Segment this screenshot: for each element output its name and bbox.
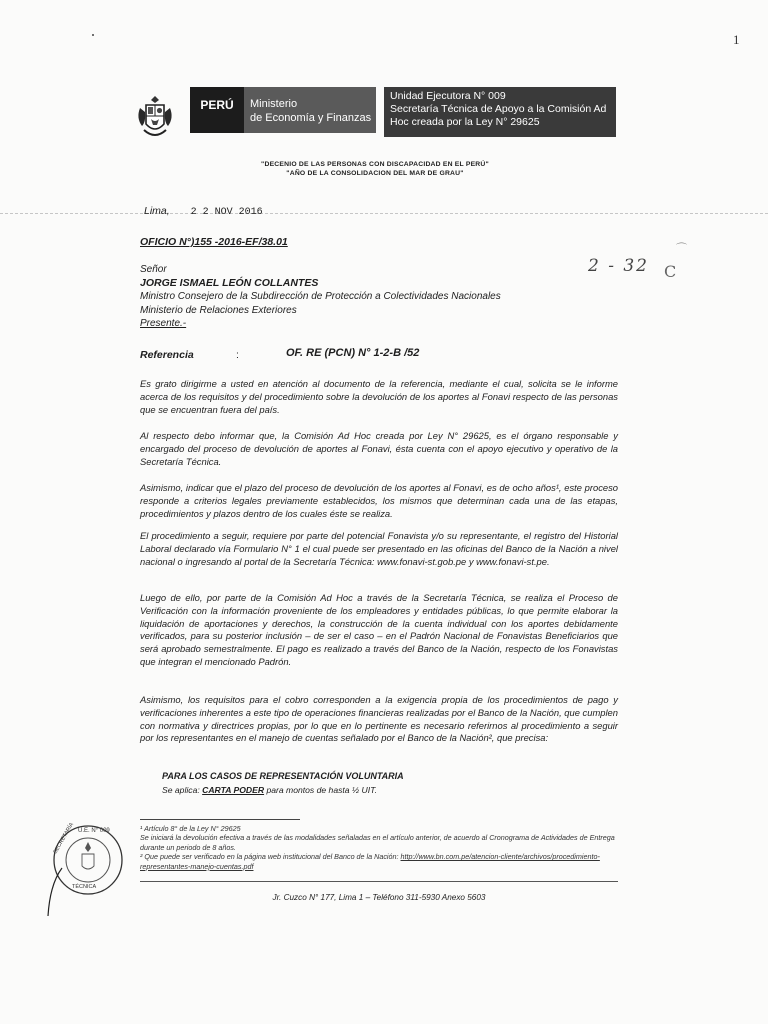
body-paragraph: Asimismo, los requisitos para el cobro corresponden a la exigencia propia de los procedimientos de pago y verificaciones inherentes a este tipo de operaciones financieras realizadas por el Banco de la Nación, que cumplen con normativa y directrices propias, por lo que en lo pertinente es necesario referirnos al procedimiento a seguir por los representantes en el manejo de cuentas señalado por el Banco de la Nación², que precisa:: [140, 694, 618, 744]
representation-rule: [162, 785, 377, 795]
reference-value: OF. RE (PCN) N° 1-2-B /52: [286, 347, 420, 359]
year-slogans: [150, 160, 600, 178]
handwritten-tick: ⌒: [676, 242, 687, 255]
ministry-label: [244, 87, 376, 133]
date-stamp: 2 2 NOV 2016: [190, 207, 263, 218]
rule-prefix: Se aplica:: [162, 785, 203, 795]
handwritten-note: 2 - 32: [588, 256, 649, 276]
handwritten-mark: C: [664, 262, 677, 281]
addressee-institution: Ministerio de Relaciones Exteriores: [140, 304, 297, 316]
footnotes: [140, 824, 620, 871]
footnote-divider: [140, 819, 300, 820]
unit-line-1: Unidad Ejecutora N° 009: [390, 90, 506, 102]
reference-label: Referencia: [140, 349, 194, 361]
scan-speck: [92, 34, 94, 36]
footnote-2-text: ² Que puede ser verificado en la página web institucional del Banco de la Nación:: [140, 852, 401, 862]
footnote-2: [140, 852, 620, 871]
coat-of-arms-icon: [136, 94, 174, 140]
body-paragraph: Luego de ello, por parte de la Comisión Ad Hoc a través de la Secretaría Técnica, se realiza el Proceso de Verificación con la información proveniente de los empleadores y entidades públicas, lo que permite elaborar la liquidación de aportaciones y derechos, la construcción de la cuenta individual con los aportes debidamente verificados, para su posterior inclusión – de ser el caso – en el Padrón Nacional de Fonavistas Beneficiarios que será aprobado semestralmente. El pago es realizado a través del Banco de la Nación, respecto de los Fonavistas que integran el mencionado Padrón.: [140, 592, 618, 667]
ministry-line-1: Ministerio: [250, 98, 298, 110]
slogan-2: "AÑO DE LA CONSOLIDACION DEL MAR DE GRAU": [286, 170, 464, 177]
unit-line-3: Hoc creada por la Ley N° 29625: [390, 116, 540, 128]
salutation: Señor: [140, 264, 167, 275]
addressee-block: [140, 263, 501, 331]
seal-text-bottom: TÉCNICA: [72, 884, 97, 890]
carta-poder: CARTA PODER: [202, 785, 265, 795]
footnote-2-link[interactable]: http://www.bn.com.pe/atencion-cliente/archivos/procedimiento-representantes-manejo-cuentas.pdf: [140, 852, 600, 871]
place: Lima,: [144, 205, 170, 217]
official-seal-icon: [42, 812, 132, 922]
addressee-name: JORGE ISMAEL LEÓN COLLANTES: [140, 276, 319, 289]
seal-text-top: U.E. N° 009: [78, 828, 110, 834]
body-paragraph: Asimismo, indicar que el plazo del proceso de devolución de los aportes al Fonavi, es de ocho años¹, este proceso responde a criterios legales previamente establecidos, los mismos que determinan cada una de las etapas, procedimientos y plazos dentro de los cuales éste se realiza.: [140, 482, 618, 519]
slogan-1: "DECENIO DE LAS PERSONAS CON DISCAPACIDAD EN EL PERÚ": [261, 161, 489, 168]
seal-text-side: SECRETARÍA: [52, 821, 76, 855]
ministry-line-2: de Economía y Finanzas: [250, 112, 372, 124]
reference-colon: :: [236, 349, 239, 361]
oficio-number: OFICIO N°)155 -2016-EF/38.01: [140, 236, 288, 248]
footnote-1-title: ¹ Artículo 8° de la Ley N° 29625: [140, 824, 241, 833]
body-paragraph: Es grato dirigirme a usted en atención al documento de la referencia, mediante el cual, solicita se le informe acerca de los requisitos y del procedimiento sobre la devolución de los aportes al Fonavi respecto de las personas que se encuentran fuera del país.: [140, 378, 618, 415]
representation-heading: PARA LOS CASOS DE REPRESENTACIÓN VOLUNTARIA: [162, 771, 404, 781]
rule-suffix: para montos de hasta ½ UIT.: [264, 785, 377, 795]
date-line: [144, 205, 263, 218]
footnote-1-text: Se iniciará la devolución efectiva a través de las modalidades señaladas en el artículo anterior, de acuerdo al Cronograma de Actividades de Entrega durante un periodo de 8 años.: [140, 833, 615, 852]
footer-address: Jr. Cuzco N° 177, Lima 1 – Teléfono 311-5930 Anexo 5603: [272, 893, 486, 902]
unit-line-2: Secretaría Técnica de Apoyo a la Comisión Ad: [390, 103, 607, 115]
body-paragraph: Al respecto debo informar que, la Comisión Ad Hoc creada por Ley N° 29625, es el órgano responsable y encargado del proceso de devolución de aportes al Fonavi, ésta cuenta con el apoyo ejecutivo y operativo de la Secretaría Técnica.: [140, 430, 618, 467]
footer-divider: [140, 881, 618, 882]
body-paragraph: El procedimiento a seguir, requiere por parte del potencial Fonavista y/o su representante, el registro del Historial Laboral declarado vía Formulario N° 1 el cual puede ser presentado en las oficinas del Banco de la Nación a nivel nacional o ingresando al portal de la Secretaría Técnica: www.fonavi-st.gob.pe y www.fonavi-st.pe.: [140, 530, 618, 567]
peru-label: PERÚ: [190, 87, 244, 133]
page-number: 1: [733, 32, 740, 47]
addressee-position: Ministro Consejero de la Subdirección de Protección a Colectividades Nacionales: [140, 291, 501, 302]
scan-dotted-line: [0, 213, 768, 214]
presente: Presente.-: [140, 318, 187, 329]
executing-unit-label: [384, 87, 616, 137]
